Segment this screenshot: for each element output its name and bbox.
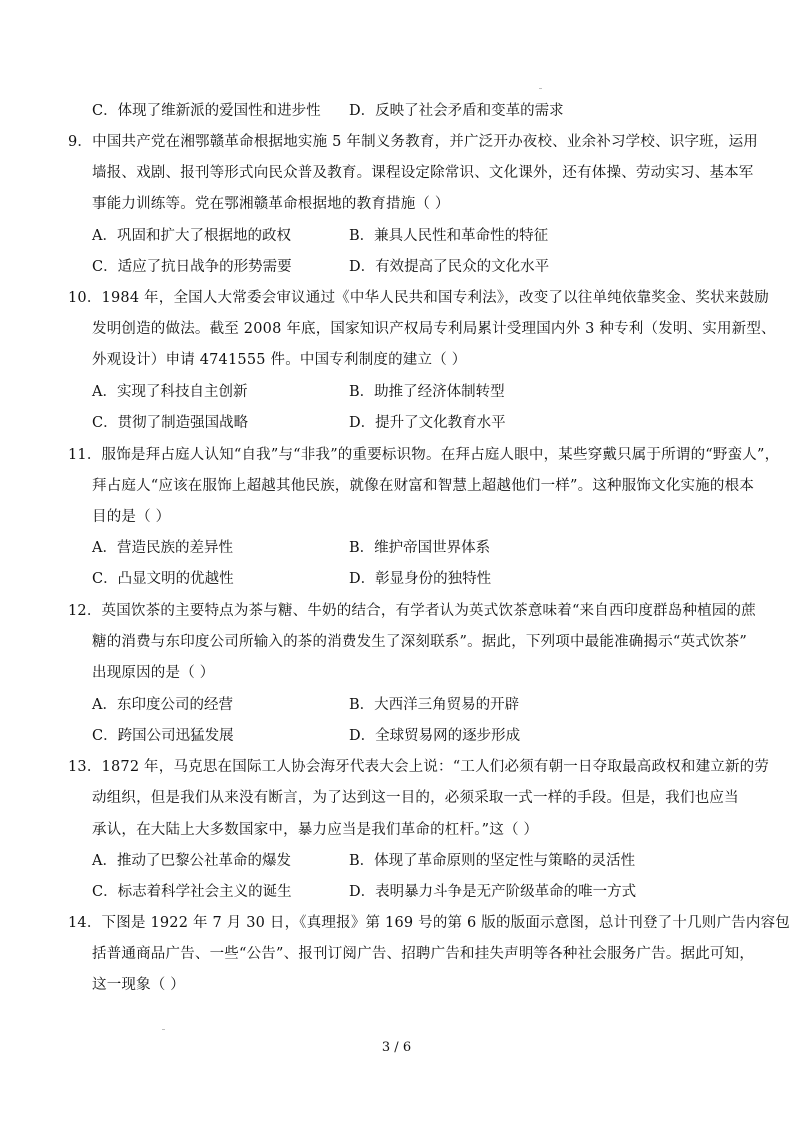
q11-option-b: B．维护帝国世界体系 (349, 540, 491, 556)
q11-stem-line-3: 目的是（ ） (92, 509, 171, 525)
q13-stem-line-3: 承认，在大陆上大多数国家中，暴力应当是我们革命的杠杆。”这（ ） (92, 822, 539, 838)
q9-option-c: C．适应了抗日战争的形势需要 (92, 259, 292, 275)
q10-option-b: B．助推了经济体制转型 (349, 384, 505, 400)
q10-stem-line-1: 10．1984 年，全国人大常委会审议通过《中华人民共和国专利法》，改变了以往单纯依靠奖金、奖状来鼓励 (68, 290, 769, 306)
page-number: 3 / 6 (381, 1040, 412, 1055)
q12-stem-line-3: 出现原因的是（ ） (92, 665, 215, 681)
q12-option-d: D．全球贸易网的逐步形成 (349, 728, 521, 744)
q9-stem-line-1: 9．中国共产党在湘鄂赣革命根据地实施 5 年制义务教育，并广泛开办夜校、业余补习学校、识字班，运用 (68, 134, 758, 150)
q11-option-a: A．营造民族的差异性 (92, 540, 233, 556)
q10-stem-line-2: 发明创造的做法。截至 2008 年底，国家知识产权局专利局累计受理国内外 3 种专利（发明、实用新型、 (92, 321, 776, 337)
q14-stem-line-1: 14．下图是 1922 年 7 月 30 日，《真理报》第 169 号的第 6 版的版面示意图，总计刊登了十几则广告内容包 (68, 915, 790, 931)
q9-option-b: B．兼具人民性和革命性的特征 (349, 228, 549, 244)
q12-option-c: C．跨国公司迅猛发展 (92, 728, 234, 744)
q13-option-b: B．体现了革命原则的坚定性与策略的灵活性 (349, 853, 636, 869)
q12-stem-line-1: 12．英国饮茶的主要特点为茶与糖、牛奶的结合，有学者认为英式饮茶意味着“来自西印度群岛种植园的蔗 (68, 603, 756, 619)
q14-stem-line-2: 括普通商品广告、一些“公告”、报刊订阅广告、招聘广告和挂失声明等各种社会服务广告。据此可知， (92, 946, 755, 962)
q11-option-d: D．彰显身份的独特性 (349, 571, 492, 587)
q8-option-d: D．反映了社会矛盾和变革的需求 (349, 103, 564, 119)
q10-option-d: D．提升了文化教育水平 (349, 415, 506, 431)
q12-option-a: A．东印度公司的经营 (92, 697, 233, 713)
scan-speck (162, 1029, 165, 1030)
q10-option-c: C．贯彻了制造强国战略 (92, 415, 249, 431)
q13-stem-line-1: 13．1872 年，马克思在国际工人协会海牙代表大会上说：“工人们必须有朝一日夺取最高政权和建立新的劳 (68, 759, 770, 775)
q13-stem-line-2: 动组织，但是我们从来没有断言，为了达到这一目的，必须采取一式一样的手段。但是，我们也应当 (92, 790, 739, 806)
q11-stem-line-2: 拜占庭人“应该在服饰上超越其他民族，就像在财富和智慧上超越他们一样”。这种服饰文化实施的根本 (92, 478, 755, 494)
q11-option-c: C．凸显文明的优越性 (92, 571, 234, 587)
q9-option-a: A．巩固和扩大了根据地的政权 (92, 228, 291, 244)
q12-option-b: B．大西洋三角贸易的开辟 (349, 697, 520, 713)
q14-stem-line-3: 这一现象（ ） (92, 977, 186, 993)
q9-option-d: D．有效提高了民众的文化水平 (349, 259, 550, 275)
q10-stem-line-3: 外观设计）申请 4741555 件。中国专利制度的建立（ ） (92, 352, 467, 368)
q11-stem-line-1: 11．服饰是拜占庭人认知“自我”与“非我”的重要标识物。在拜占庭人眼中，某些穿戴只属于所谓的“野蛮人”， (68, 447, 780, 463)
q10-option-a: A．实现了科技自主创新 (92, 384, 248, 400)
q12-stem-line-2: 糖的消费与东印度公司所输入的茶的消费发生了深刻联系”。据此，下列项中最能准确揭示“英式饮茶” (92, 634, 747, 650)
q9-stem-line-3: 事能力训练等。党在鄂湘赣革命根据地的教育措施（ ） (92, 196, 450, 212)
q13-option-d: D．表明暴力斗争是无产阶级革命的唯一方式 (349, 884, 637, 900)
scan-speck (539, 88, 542, 89)
q13-option-c: C．标志着科学社会主义的诞生 (92, 884, 292, 900)
q8-option-c: C．体现了维新派的爱国性和进步性 (92, 103, 321, 119)
q9-stem-line-2: 墙报、戏剧、报刊等形式向民众普及教育。课程设定除常识、文化课外，还有体操、劳动实习、基本军 (92, 165, 754, 181)
q13-option-a: A．推动了巴黎公社革命的爆发 (92, 853, 291, 869)
